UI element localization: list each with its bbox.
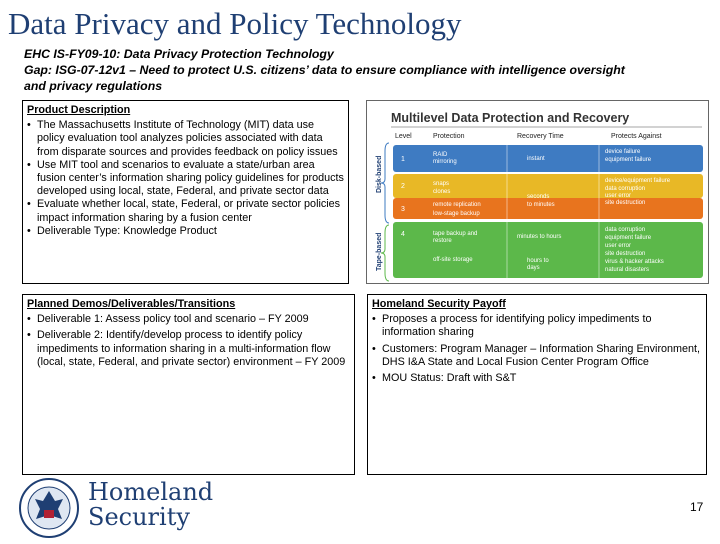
level-1-against-2: equipment failure bbox=[605, 157, 652, 163]
list-item: • Evaluate whether local, state, Federal, or private sector policies impact information sharing by a fusion center bbox=[27, 198, 344, 224]
list-item: • The Massachusetts Institute of Technology (MIT) data use policy evaluation tool analyzes policies associated with data from disparate sources and provides feedback on policy issues bbox=[27, 119, 344, 159]
level-4-against-6: natural disasters bbox=[605, 267, 650, 273]
level-4-against-2: equipment failure bbox=[605, 235, 652, 241]
brand-line-1: Homeland bbox=[88, 478, 214, 506]
level-4-number: 4 bbox=[401, 231, 405, 238]
brand-line-2: Security bbox=[88, 503, 190, 531]
demos-heading: Planned Demos/Deliverables/Transitions bbox=[27, 298, 236, 310]
level-4-against-3: user error bbox=[605, 243, 632, 249]
data-protection-diagram bbox=[366, 100, 709, 284]
disk-brace bbox=[381, 143, 389, 223]
level-1-recovery: instant bbox=[527, 156, 545, 162]
level-2-recovery: seconds bbox=[527, 194, 550, 200]
header-line-1: EHC IS-FY09-10: Data Privacy Protection Technology bbox=[24, 47, 334, 61]
level-1-against: device failure bbox=[605, 149, 641, 155]
list-item: • Deliverable 1: Assess policy tool and scenario – FY 2009 bbox=[27, 313, 350, 326]
level-2-number: 2 bbox=[401, 183, 405, 190]
level-2-recovery-2: to minutes bbox=[527, 202, 555, 208]
level-2-protection: snaps bbox=[433, 181, 450, 187]
level-1-protection: RAID bbox=[433, 152, 448, 158]
level-2-protection-2: clones bbox=[433, 189, 451, 195]
col-header-recovery: Recovery Time bbox=[517, 133, 564, 140]
product-description-heading: Product Description bbox=[27, 104, 131, 116]
col-header-protection: Protection bbox=[433, 133, 465, 140]
col-header-protects: Protects Against bbox=[611, 133, 662, 140]
list-item: • Deliverable Type: Knowledge Product bbox=[27, 225, 344, 238]
diagram-title: Multilevel Data Protection and Recovery bbox=[391, 111, 630, 125]
list-item: • Proposes a process for identifying policy impediments to information sharing bbox=[372, 313, 702, 339]
level-4-protection-3: off-site storage bbox=[433, 257, 473, 263]
dhs-seal-logo bbox=[18, 477, 80, 544]
level-1-protection-2: mirroring bbox=[433, 159, 457, 165]
demos-deliverables-box bbox=[22, 294, 355, 475]
level-2-against-4: site destruction bbox=[605, 200, 646, 206]
level-2-against: device/equipment failure bbox=[605, 178, 671, 184]
seal-icon bbox=[18, 477, 80, 539]
diagram-svg bbox=[367, 101, 708, 283]
side-label-disk: Disk-based bbox=[376, 155, 383, 193]
level-3-number: 3 bbox=[401, 206, 405, 213]
list-item: • Use MIT tool and scenarios to evaluate a state/urban area fusion center’s information sharing policy guidelines for products developed using local, state, Federal, and private sector data bbox=[27, 159, 344, 199]
list-item: • Deliverable 2: Identify/develop process to identify policy impediments to information sharing in a multi-information flow (local, state, Federal, and private sector) environment – FY 2009 bbox=[27, 329, 350, 369]
homeland-security-wordmark bbox=[88, 480, 213, 530]
level-2-against-3: user error bbox=[605, 193, 632, 199]
payoff-heading: Homeland Security Payoff bbox=[372, 298, 506, 310]
list-item: • Customers: Program Manager – Information Sharing Environment, DHS I&A State and Local Fusion Center Program Office bbox=[372, 343, 702, 369]
product-description-list bbox=[23, 119, 348, 238]
level-4-protection-2: restore bbox=[433, 238, 452, 244]
level-4-recovery: minutes to hours bbox=[517, 234, 562, 240]
side-label-tape: Tape-based bbox=[376, 232, 383, 271]
level-4-against-4: site destruction bbox=[605, 251, 646, 257]
level-4-recovery-3: days bbox=[527, 265, 540, 271]
level-4-protection: tape backup and bbox=[433, 231, 478, 237]
demos-list bbox=[23, 313, 354, 369]
payoff-list bbox=[368, 313, 706, 385]
col-header-level: Level bbox=[395, 133, 412, 140]
payoff-box bbox=[367, 294, 707, 475]
header-line-3: and privacy regulations bbox=[24, 79, 163, 93]
slide-title: Data Privacy and Policy Technology bbox=[8, 6, 462, 41]
level-1-number: 1 bbox=[401, 156, 405, 163]
level-4-against: data corruption bbox=[605, 227, 646, 233]
product-description-box bbox=[22, 100, 349, 284]
gap-header bbox=[24, 46, 714, 94]
list-item: • MOU Status: Draft with S&T bbox=[372, 372, 702, 385]
level-3-protection: remote replication bbox=[433, 202, 481, 208]
level-3-protection-2: low-stage backup bbox=[433, 211, 480, 217]
page-number: 17 bbox=[690, 500, 704, 514]
level-4-against-5: virus & hacker attacks bbox=[605, 259, 664, 265]
header-line-2: Gap: ISG-07-12v1 – Need to protect U.S. citizens’ data to ensure compliance with intelligence oversight bbox=[24, 63, 625, 77]
level-4-recovery-2: hours to bbox=[527, 258, 549, 264]
level-2-against-2: data corruption bbox=[605, 186, 646, 192]
